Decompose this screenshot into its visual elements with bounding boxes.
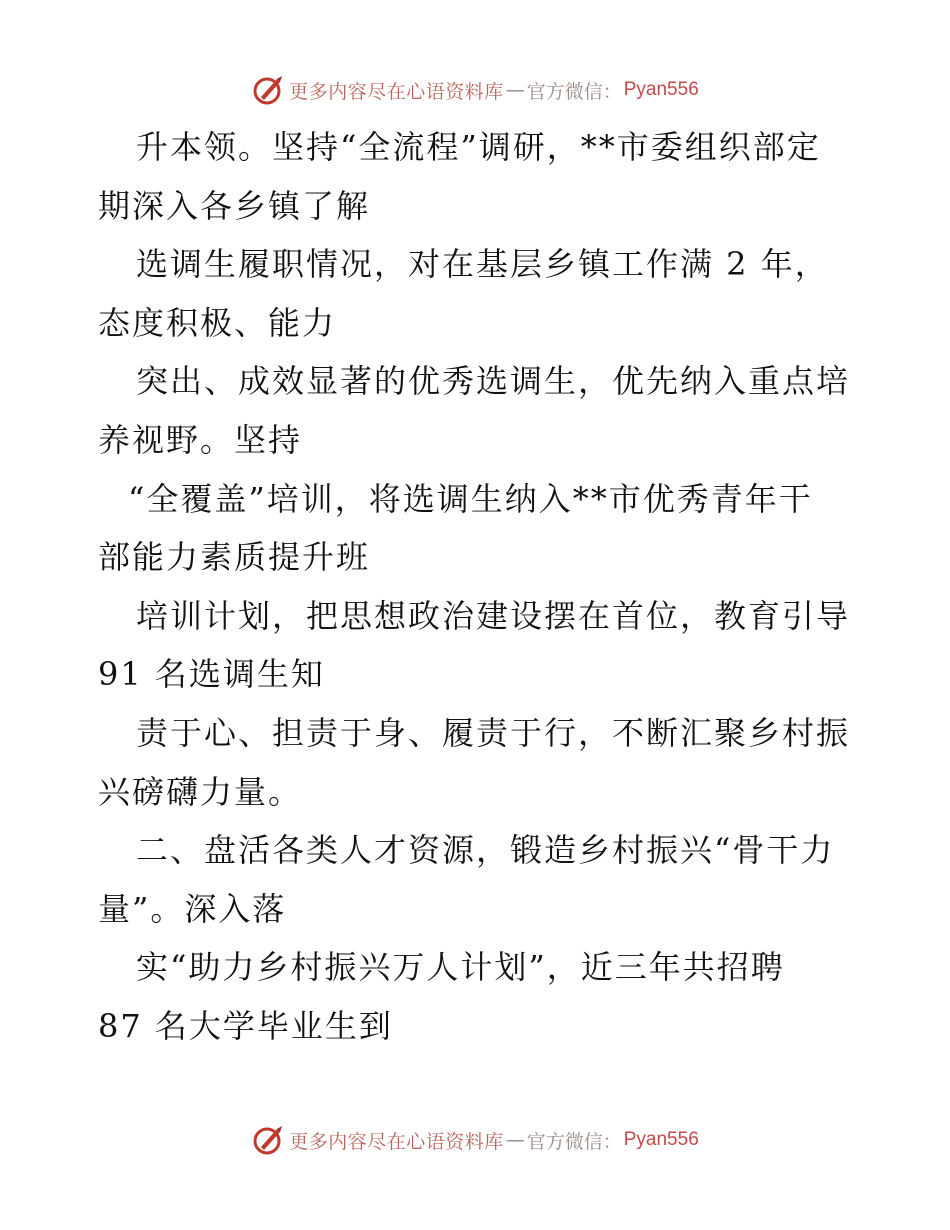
body-line: “全覆盖”培训，将选调生纳入**市优秀青年干 xyxy=(128,479,813,518)
body-line: 兴磅礴力量。 xyxy=(98,772,303,811)
header-banner-dash: — xyxy=(505,79,525,101)
body-line: 养视野。坚持 xyxy=(98,420,303,459)
body-line: 态度积极、能力 xyxy=(98,303,337,342)
body-line: 87 名大学毕业生到 xyxy=(98,1006,393,1045)
body-line: 选调生履职情况，对在基层乡镇工作满 2 年， xyxy=(136,245,829,284)
footer-banner-text: 更多内容尽在心语资料库 xyxy=(289,1130,504,1153)
body-line: 责于心、担责于身、履责于行，不断汇聚乡村振 xyxy=(136,713,851,752)
body-line: 培训计划，把思想政治建设摆在首位，教育引导 xyxy=(136,596,851,635)
body-line: 91 名选调生知 xyxy=(98,655,325,694)
footer-banner-dash: — xyxy=(505,1129,525,1151)
header-banner-text: 更多内容尽在心语资料库 xyxy=(289,80,504,103)
quill-pen-logo-icon xyxy=(251,1123,285,1157)
header-banner-account: Pyan556 xyxy=(623,79,699,100)
quill-pen-logo-icon xyxy=(251,73,285,107)
footer-banner-wechat-label: 官方微信： xyxy=(526,1130,622,1153)
body-line: 突出、成效显著的优秀选调生，优先纳入重点培 xyxy=(136,362,851,401)
document-body xyxy=(98,118,858,1056)
body-line: 升本领。坚持“全流程”调研，**市委组织部定 xyxy=(136,128,821,166)
header-banner xyxy=(0,70,950,110)
header-banner-wechat-label: 官方微信： xyxy=(526,80,622,103)
section-heading-line: 二、盘活各类人才资源，锻造乡村振兴“骨干力 xyxy=(136,831,835,870)
body-line: 量”。深入落 xyxy=(98,889,287,928)
body-line: 实“助力乡村振兴万人计划”，近三年共招聘 xyxy=(136,948,785,987)
footer-banner xyxy=(0,1120,950,1160)
body-line: 部能力素质提升班 xyxy=(98,538,371,577)
body-line: 期深入各乡镇了解 xyxy=(98,186,371,225)
footer-banner-account: Pyan556 xyxy=(623,1129,699,1150)
